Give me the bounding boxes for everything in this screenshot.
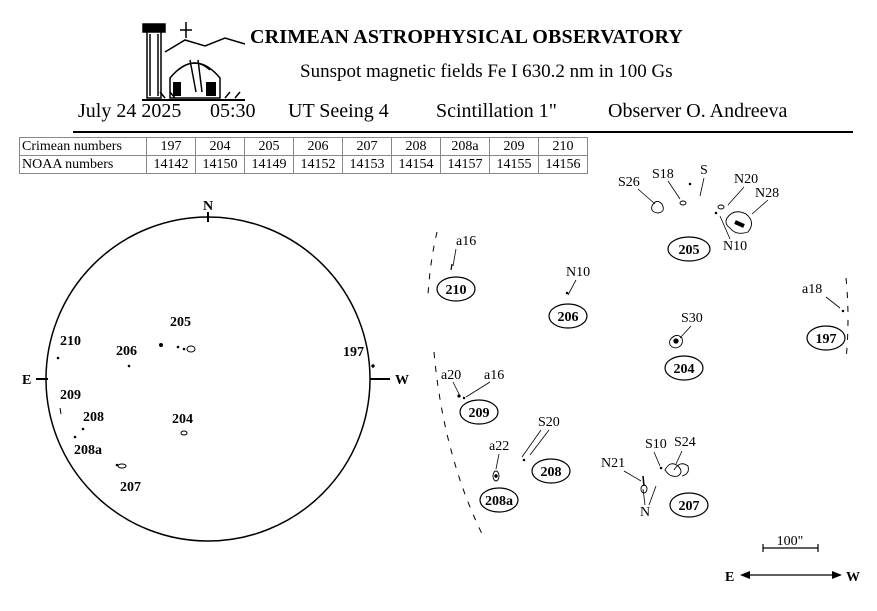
field-label: S18 bbox=[652, 167, 674, 182]
table-cell: 14152 bbox=[294, 156, 343, 174]
table-cell: 206 bbox=[294, 138, 343, 156]
field-label: S bbox=[700, 163, 708, 178]
table-cell: 14142 bbox=[147, 156, 196, 174]
field-label: S10 bbox=[645, 437, 667, 452]
disk-group-209: 209 bbox=[60, 388, 81, 403]
direction-arrow bbox=[725, 570, 860, 585]
table-cell: 14156 bbox=[539, 156, 588, 174]
table-cell: 14155 bbox=[490, 156, 539, 174]
table-cell: 210 bbox=[539, 138, 588, 156]
disk-group-205: 205 bbox=[170, 315, 191, 330]
detail-group-208: 208 bbox=[540, 465, 562, 480]
disk-group-208a: 208a bbox=[74, 443, 102, 458]
observation-date: July 24 2025 bbox=[78, 100, 182, 122]
west-label: W bbox=[395, 373, 409, 388]
field-label: N20 bbox=[734, 172, 759, 187]
detail-group-204: 204 bbox=[673, 362, 695, 377]
observation-time: 05:30 bbox=[210, 100, 256, 122]
direction-west-label: W bbox=[846, 570, 860, 585]
disk-spots bbox=[57, 344, 374, 469]
disk-group-206: 206 bbox=[116, 344, 137, 359]
field-label: a16 bbox=[484, 368, 505, 383]
detail-group-205: 205 bbox=[678, 243, 700, 258]
north-label: N bbox=[202, 199, 214, 214]
detail-group-208a: 208a bbox=[485, 494, 513, 509]
detail-group-209: 209 bbox=[468, 406, 490, 421]
row-label: NOAA numbers bbox=[20, 156, 147, 174]
field-label: a18 bbox=[802, 282, 823, 297]
disk-group-210: 210 bbox=[60, 334, 81, 349]
detail-group-207: 207 bbox=[678, 499, 700, 514]
table-cell: 205 bbox=[245, 138, 294, 156]
disk-group-208: 208 bbox=[83, 410, 104, 425]
table-cell: 207 bbox=[343, 138, 392, 156]
table-cell: 208 bbox=[392, 138, 441, 156]
page-title: CRIMEAN ASTROPHYSICAL OBSERVATORY bbox=[250, 26, 684, 48]
row-label: Crimean numbers bbox=[20, 138, 147, 156]
detail-group-206: 206 bbox=[557, 310, 579, 325]
field-label: N28 bbox=[755, 186, 780, 201]
field-label: a16 bbox=[456, 234, 477, 249]
field-label: N21 bbox=[601, 456, 626, 471]
disk-group-204: 204 bbox=[172, 412, 193, 427]
detail-group-210: 210 bbox=[445, 283, 467, 298]
table-cell: 14157 bbox=[441, 156, 490, 174]
field-label: N10 bbox=[566, 265, 591, 280]
field-label: S26 bbox=[618, 175, 640, 190]
table-cell: 14149 bbox=[245, 156, 294, 174]
detail-group-197: 197 bbox=[815, 332, 837, 347]
field-label: S30 bbox=[681, 311, 703, 326]
disk-group-197: 197 bbox=[343, 345, 364, 360]
table-cell: 208a bbox=[441, 138, 490, 156]
seeing-value: UT Seeing 4 bbox=[288, 100, 389, 122]
observer-name: Observer O. Andreeva bbox=[608, 100, 788, 122]
scintillation-value: Scintillation 1" bbox=[436, 100, 557, 122]
east-label: E bbox=[22, 373, 32, 388]
field-label: a20 bbox=[441, 368, 462, 383]
field-label: a22 bbox=[489, 439, 510, 454]
field-label: S24 bbox=[674, 435, 696, 450]
table-cell: 14153 bbox=[343, 156, 392, 174]
table-cell: 204 bbox=[196, 138, 245, 156]
disk-group-207: 207 bbox=[120, 480, 141, 495]
scale-label: 100" bbox=[776, 534, 804, 549]
field-label: N10 bbox=[723, 239, 748, 254]
field-label: N bbox=[640, 505, 651, 520]
leader-lines bbox=[453, 178, 840, 505]
direction-east-label: E bbox=[725, 570, 735, 585]
table-cell: 14150 bbox=[196, 156, 245, 174]
page-subtitle: Sunspot magnetic fields Fe I 630.2 nm in 100 Gs bbox=[300, 61, 673, 82]
field-label: S20 bbox=[538, 415, 560, 430]
solar-disk bbox=[22, 199, 409, 541]
table-cell: 14154 bbox=[392, 156, 441, 174]
scale-bar bbox=[763, 534, 818, 552]
disk-outline bbox=[46, 217, 370, 541]
table-cell: 197 bbox=[147, 138, 196, 156]
table-cell: 209 bbox=[490, 138, 539, 156]
